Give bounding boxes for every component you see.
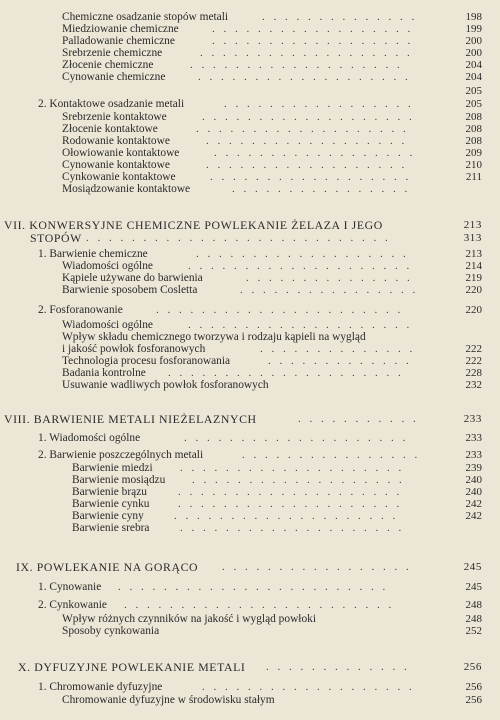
page-number: 239 [465,462,482,474]
entry-title: Barwienie cyny [72,510,144,522]
dot-leader: . . . . . . . . . . . . . . . . . . . [196,248,409,260]
page-number: 204 [465,71,482,83]
toc-entry [0,378,500,392]
entry-title: 2. Cynkowanie [38,599,107,611]
chapter-title: VIII. BARWIENIE METALI NIEŻELAZNYCH [4,412,257,426]
page-number: 209 [465,147,482,159]
toc-entry [0,580,500,594]
dot-leader: . . . . . . . . . . . . . . [262,11,418,23]
dot-leader: . . . . . . . . . . . . . . . . . . . [196,123,409,135]
toc-entry [0,84,500,98]
page-number: 211 [465,171,482,183]
entry-title: Sposoby cynkowania [62,625,160,637]
entry-title: Chromowanie dyfuzyjne w środowisku stałym [62,694,275,706]
page-number: 233 [465,449,482,461]
page-number: 220 [465,304,482,316]
toc-chapter [0,231,500,245]
dot-leader: . . . . . . . . . . . . . . . . . . . . . . . . [118,581,389,593]
dot-leader: . . . . . . . . . . . . . . . . . . . [198,71,411,83]
entry-title: Barwienie miedzi [72,462,153,474]
page-number: 245 [463,561,482,573]
page-number: 213 [465,248,482,260]
toc-entry [0,97,500,111]
chapter-title: STOPÓW [30,231,82,245]
entry-title: Kąpiele używane do barwienia [62,272,203,284]
page-number: 214 [465,260,482,272]
entry-title: Miedziowanie chemiczne [62,23,179,35]
dot-leader: . . . . . . . . . . . . . . . . . . . . [178,486,403,498]
page-number: 248 [465,613,482,625]
entry-title: Usuwanie wadliwych powłok fosforanowych [62,379,269,391]
toc-entry [0,303,500,317]
entry-title: Barwienie srebra [72,522,150,534]
page-number: 208 [465,123,482,135]
dot-leader: . . . . . . . . . . . . . . . . . . [212,23,414,35]
chapter-title: X. DYFUZYJNE POWLEKANIE METALI [18,660,246,674]
toc-entry [0,680,500,694]
dot-leader: . . . . . . . . . . . . . . . . [242,449,421,461]
entry-title: Cynkowanie kontaktowe [62,171,176,183]
dot-leader: . . . . . . . . . . . . . . . . . . . . [184,432,409,444]
page-number: 228 [465,367,482,379]
entry-title: Cynowanie kontaktowe [62,159,170,171]
entry-title: Chemiczne osadzanie stopów metali [62,11,229,23]
dot-leader: . . . . . . . . . . . . . . . . . . . . . . [156,304,404,316]
dot-leader: . . . . . . . . . . . . . [266,661,410,673]
toc-chapter [0,218,500,232]
toc-entry [0,598,500,612]
dot-leader: . . . . . . . . . . . . . . . . . [222,561,412,573]
toc-entry [0,70,500,84]
entry-title: Złocenie chemiczne [62,59,154,71]
dot-leader: . . . . . . . . . . . . . . . . . . . . [180,522,405,534]
dot-leader: . . . . . . . . . . . . . [268,355,412,367]
toc-entry [0,283,500,297]
dot-leader: . . . . . . . . . . . . . . . [246,272,413,284]
dot-leader: . . . . . . . . . . . . . . . . . . . . [180,462,405,474]
entry-title: Technologia procesu fosforanowania [62,355,231,367]
page-number: 199 [465,23,482,35]
dot-leader: . . . . . . . . . . . . . . . . . . . . [188,260,413,272]
dot-leader: . . . . . . . . . . . . . . . . . . . [202,681,415,693]
entry-title: i jakość powłok fosforanowych [62,343,206,355]
entry-title: 2. Barwienie poszczególnych metali [38,449,204,461]
dot-leader: . . . . . . . . . . . . . . . . . . [210,171,412,183]
entry-title: Badania kontrolne [62,367,146,379]
chapter-title: IX. POWLEKANIE NA GORĄCO [16,560,199,574]
entry-title: Rodowanie kontaktowe [62,135,170,147]
page-number: 242 [465,510,482,522]
toc-chapter [0,560,500,574]
toc-entry [0,693,500,707]
page-number: 213 [463,219,482,231]
page-number: 198 [465,11,482,23]
dot-leader: . . . . . . . . . . . . . . . . . . . . [188,319,413,331]
dot-leader: . . . . . . . . . . . . . . . . . . . [192,474,405,486]
toc-chapter [0,412,500,426]
entry-title: Wpływ różnych czynników na jakość i wygląd powłoki [62,613,317,625]
page-number: 242 [465,498,482,510]
dot-leader: . . . . . . . . . . . . . . . . [232,183,411,195]
page-number: 219 [465,272,482,284]
page-number: 208 [465,135,482,147]
page-number: 222 [465,355,482,367]
dot-leader: . . . . . . . . . . . . . . . . . . . . [174,510,399,522]
page-number: 240 [465,474,482,486]
dot-leader: . . . . . . . . . . . . . . [260,343,416,355]
page-number: 256 [463,661,482,673]
dot-leader: . . . . . . . . . . . . . . . . . . . [202,111,415,123]
entry-title: Złocenie kontaktowe [62,123,158,135]
page-number: 200 [465,47,482,59]
toc-entry [0,624,500,638]
dot-leader: . . . . . . . . . . . . . . . . . . [206,159,408,171]
entry-title: 2. Kontaktowe osadzanie metali [38,98,185,110]
page-number: 200 [465,35,482,47]
entry-title: 1. Wiadomości ogólne [38,432,141,444]
entry-title: 2. Fosforanowanie [38,304,123,316]
entry-title: Wiadomości ogólne [62,319,153,331]
entry-title: Wpływ składu chemicznego tworzywa i rodzaju kąpieli na wygląd [62,331,366,343]
dot-leader: . . . . . . . . . . . . . . . . . . . [200,47,413,59]
entry-title: Barwienie brązu [72,486,147,498]
dot-leader: . . . . . . . . . . . . . . . . . . [214,147,416,159]
entry-title: Srebrzenie chemiczne [62,47,163,59]
entry-title: Mosiądzowanie kontaktowe [62,183,191,195]
page-number: 245 [465,581,482,593]
dot-leader: . . . . . . . . . . . . . . . . [240,284,419,296]
page-number: 252 [465,625,482,637]
dot-leader: . . . . . . . . . . . . . . . . . . . . . [168,367,404,379]
dot-leader: . . . . . . . . . . . . . . . . . . . . [178,498,403,510]
page-number: 256 [465,681,482,693]
page-number: 240 [465,486,482,498]
page-number: 205 [465,85,482,97]
entry-title: 1. Barwienie chemiczne [38,248,148,260]
entry-title: Wiadomości ogólne [62,260,153,272]
entry-title: 1. Chromowanie dyfuzyjne [38,681,163,693]
dot-leader: . . . . . . . . . . . . . . . . . [224,98,414,110]
page-number: 208 [465,111,482,123]
dot-leader: . . . . . . . . . . . . . . . . . . . . . . . . . . . [86,232,391,244]
page-number: 204 [465,59,482,71]
dot-leader: . . . . . . . . . . . . . . . . . . [212,35,414,47]
page-number: 220 [465,284,482,296]
entry-title: Barwienie cynku [72,498,150,510]
page-number: 222 [465,343,482,355]
entry-title: 1. Cynowanie [38,581,102,593]
toc-chapter [0,660,500,674]
page-number: 210 [465,159,482,171]
page-number: 248 [465,599,482,611]
page-number: 313 [463,232,482,244]
entry-title: Barwienie sposobem Cosletta [62,284,198,296]
page-number: 205 [465,98,482,110]
page-number: 232 [465,379,482,391]
entry-title: Palladowanie chemiczne [62,35,175,47]
dot-leader: . . . . . . . . . . . . . . . . . . . [190,59,403,71]
entry-title: Cynowanie chemiczne [62,71,166,83]
entry-title: Barwienie mosiądzu [72,474,166,486]
toc-entry [0,431,500,445]
page-number: 256 [465,694,482,706]
chapter-title: VII. KONWERSYJNE CHEMICZNE POWLEKANIE ŻELAZA I JEGO [4,218,383,232]
dot-leader: . . . . . . . . . . . . . . . . . . . . . . . . [124,599,395,611]
entry-title: Srebrzenie kontaktowe [62,111,167,123]
dot-leader: . . . . . . . . . . . [298,413,419,425]
page-number: 233 [463,413,482,425]
toc-entry [0,182,500,196]
dot-leader: . . . . . . . . . . . . . . . . . . [206,135,408,147]
toc-entry [0,448,500,462]
page-number: 233 [465,432,482,444]
entry-title: Ołowiowanie kontaktowe [62,147,180,159]
toc-entry [0,521,500,535]
